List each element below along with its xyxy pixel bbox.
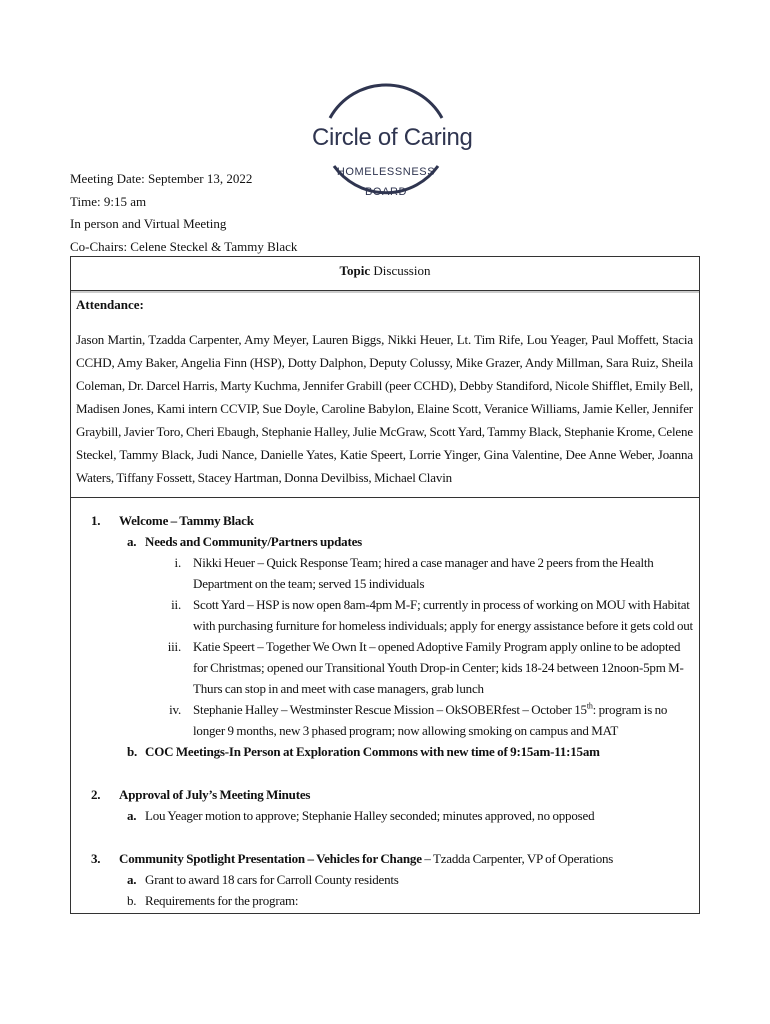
meeting-time: Time: 9:15 am [70,193,147,209]
agenda-item-2 [83,784,693,805]
item-letter: b. [127,744,138,759]
item-title-rest: – Tzadda Carpenter, VP of Operations [421,851,614,866]
ordinal-suffix: th [586,701,593,711]
sub-item-text: Scott Yard – HSP is now open 8am-4pm M-F; currently in process of working on MOU with Habitat with purchasing furniture for homeless individuals; apply for energy assistance before it gets cold out [193,597,693,633]
meeting-format: In person and Virtual Meeting [70,216,227,231]
roman-marker: iv. [169,702,181,717]
item-title: Approval of July’s Meeting Minutes [119,787,311,802]
sub-item-i [83,552,693,594]
attendance-section [71,291,699,498]
item-2a-text: Lou Yeager motion to approve; Stephanie Halley seconded; minutes approved, no opposed [145,808,595,823]
item-title: Community Spotlight Presentation – Vehicles for Change [119,851,422,866]
sub-item-text-part: Stephanie Halley – Westminster Rescue Mission – OkSOBERfest – October 15 [193,702,587,717]
agenda-item-1b [83,741,693,762]
co-chairs: Co-Chairs: Celene Steckel & Tammy Black [70,238,298,254]
item-3a-text: Grant to award 18 cars for Carroll County residents [145,872,399,887]
item-letter: a. [127,872,137,887]
item-letter: a. [127,808,137,823]
circle-of-caring-logo [312,46,473,242]
agenda-item-3 [83,848,693,869]
logo-subtitle-1: HOMELESSNESS [336,166,436,178]
item-letter: a. [127,534,137,549]
sub-item-iv [83,699,693,741]
header-topic: Topic [339,263,371,278]
roman-marker: iii. [167,639,181,654]
header-discussion: Discussion [370,263,431,278]
roman-marker: i. [174,555,181,570]
agenda-item-3b [83,890,693,911]
attendance-title: Attendance: [76,297,144,312]
agenda-item-1a [83,531,693,552]
attendance-names: Jason Martin, Tzadda Carpenter, Amy Meyer, Lauren Biggs, Nikki Heuer, Lt. Tim Rife, Lou Yeager, Paul Moffett, Stacia CCHD, Amy Baker, Angelia Finn (HSP), Dotty Dalphon, Deputy Colussy, Mike Grazer, Andy Millman, Sara Ruiz, Sheila Coleman, Dr. Darcel Harris, Marty Kuchma, Jennifer Grabill (peer CCHD), Debby Standiford, Nicole Shifflet, Emily Bell, Madisen Jones, Kami intern CCVIP, Sue Doyle, Caroline Babylon, Elaine Scott, Veranice Williams, Jamie Keller, Jennifer Graybill, Javier Toro, Cheri Ebaugh, Stephanie Halley, Julie McGraw, Scott Yard, Tammy Black, Stephanie Krome, Celene Steckel, Tammy Black, Judi Nance, Danielle Yates, Katie Speert, Lorrie Yinger, Gina Valentine, Dee Anne Weber, Joanna Waters, Tiffany Fossett, Stacey Hartman, Donna Devilbiss, Michael Clavin [76,332,693,485]
agenda-item-1 [83,510,693,531]
item-letter: b. [127,893,137,908]
agenda-item-3a [83,869,693,890]
agenda-item-2a [83,805,693,826]
minutes-table [70,256,700,914]
sub-item-text: Katie Speert – Together We Own It – opened Adoptive Family Program apply online to be adopted for Christmas; opened our Transitional Youth Drop-in Center; kids 18-24 between 12noon-5pm M-Thurs can stop in and meet with case managers, grab lunch [193,639,684,696]
table-header [71,257,699,291]
item-3b-text: Requirements for the program: [145,893,299,908]
item-number: 3. [91,851,101,866]
sub-item-ii [83,594,693,636]
meeting-date: Meeting Date: September 13, 2022 [70,171,253,186]
sub-item-text: Nikki Heuer – Quick Response Team; hired a case manager and have 2 peers from the Health Department on the team; served 15 individuals [193,555,654,591]
item-number: 1. [91,513,101,528]
logo-title: Circle of Caring [312,124,473,151]
item-title: Welcome – Tammy Black [119,513,254,528]
sub-item-text [193,699,693,741]
item-1a-title: Needs and Community/Partners updates [145,534,363,549]
roman-marker: ii. [171,597,181,612]
meeting-info [70,168,297,258]
agenda-section [71,498,699,913]
sub-item-iii [83,636,693,699]
item-1b-title: COC Meetings-In Person at Exploration Commons with new time of 9:15am-11:15am [145,744,600,759]
sub-item-text-part: : program is no longer 9 months, new 3 phased program; now allowing smoking on campus and MAT [193,702,668,738]
item-number: 2. [91,787,101,802]
logo-subtitle-2: BOARD [364,186,408,198]
